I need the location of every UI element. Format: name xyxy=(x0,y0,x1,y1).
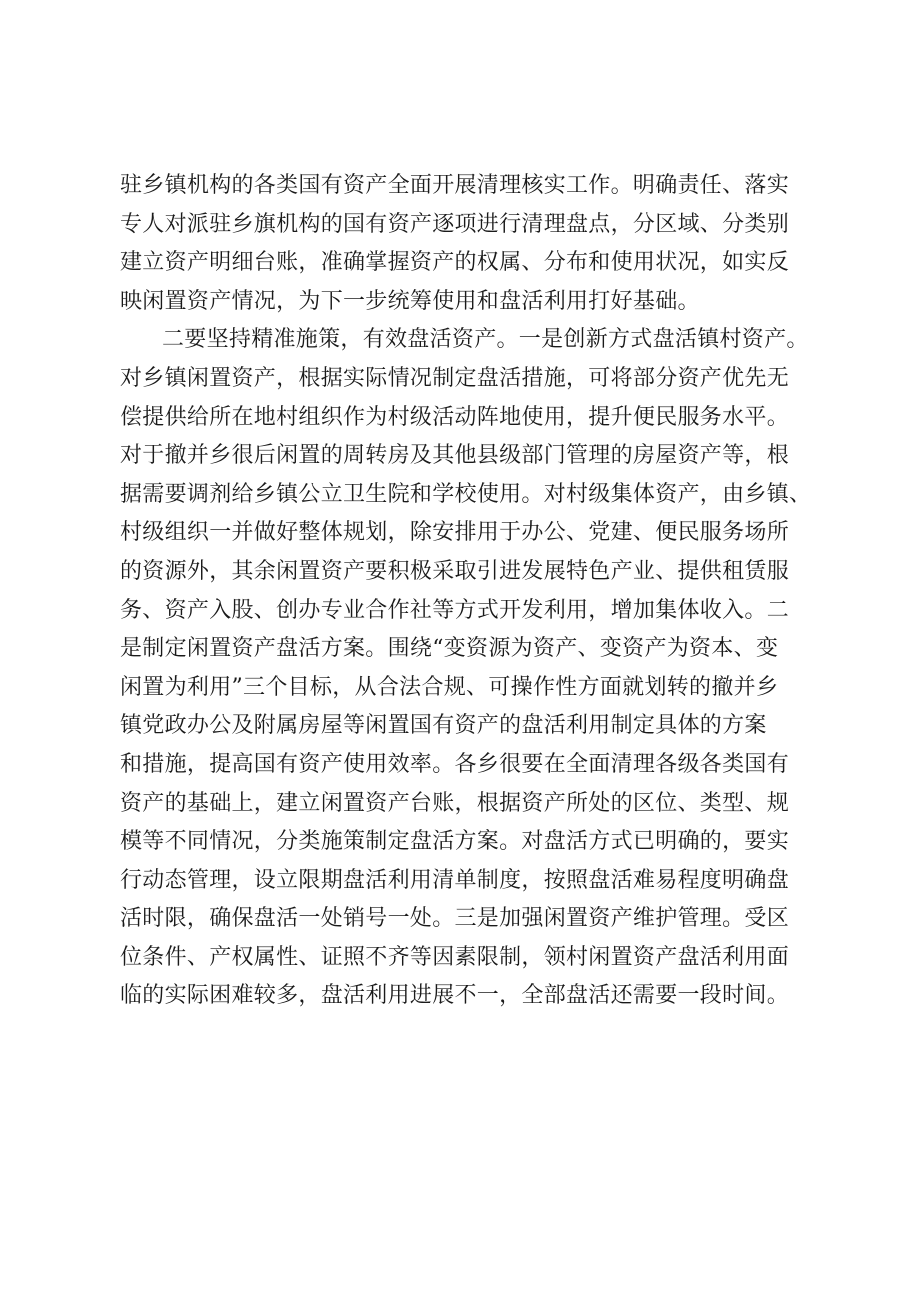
paragraph-start-line: 二要坚持精准施策，有效盘活资产。一是创新方式盘活镇村资产。 xyxy=(162,327,809,353)
text-line: 驻乡镇机构的各类国有资产全面开展清理核实工作。明确责任、落实 xyxy=(120,173,790,198)
text-line: 务、资产入股、创办专业合作社等方式开发利用，增加集体收入。二 xyxy=(120,597,790,623)
text-line: 偿提供给所在地村组织作为村级活动阵地使用，提升便民服务水平。 xyxy=(120,404,790,430)
text-line: 资产的基础上，建立闲置资产台账，根据资产所处的区位、类型、规 xyxy=(120,790,790,816)
text-line: 临的实际困难较多，盘活利用进展不一，全部盘活还需要一段时间。 xyxy=(120,983,790,1009)
text-line: 对乡镇闲置资产，根据实际情况制定盘活措施，可将部分资产优先无 xyxy=(120,365,790,391)
text-line: 闲置为利用”三个目标，从合法合规、可操作性方面就划转的撤并乡 xyxy=(120,674,779,700)
text-line: 对于撤并乡很后闲置的周转房及其他县级部门管理的房屋资产等，根 xyxy=(120,443,790,469)
body-text xyxy=(120,167,820,1016)
text-line: 行动态管理，设立限期盘活利用清单制度，按照盘活难易程度明确盘 xyxy=(120,867,790,893)
text-line: 活时限，确保盘活一处销号一处。三是加强闲置资产维护管理。受区 xyxy=(120,906,790,932)
text-line: 专人对派驻乡旗机构的国有资产逐项进行清理盘点，分区域、分类别 xyxy=(120,211,790,237)
text-line: 模等不同情况，分类施策制定盘活方案。对盘活方式已明确的，要实 xyxy=(120,829,790,855)
text-line: 村级组织一并做好整体规划，除安排用于办公、党建、便民服务场所 xyxy=(120,520,790,546)
text-line: 和措施，提高国有资产使用效率。各乡很要在全面清理各级各类国有 xyxy=(120,751,790,777)
text-line: 位条件、产权属性、证照不齐等因素限制，领村闲置资产盘活利用面 xyxy=(120,944,790,970)
text-line: 建立资产明细台账，准确掌握资产的权属、分布和使用状况，如实反 xyxy=(120,250,790,276)
text-line: 是制定闲置资产盘活方案。围绕“变资源为资产、变资产为资本、变 xyxy=(120,636,779,662)
text-line: 映闲置资产情况，为下一步统筹使用和盘活利用打好基础。 xyxy=(120,288,700,314)
text-line: 镇党政办公及附属房屋等闲置国有资产的盘活利用制定具体的方案 xyxy=(120,713,767,739)
text-line: 据需要调剂给乡镇公立卫生院和学校使用。对村级集体资产，由乡镇、 xyxy=(120,481,812,507)
text-line: 的资源外，其余闲置资产要积极采取引进发展特色产业、提供租赁服 xyxy=(120,558,790,584)
